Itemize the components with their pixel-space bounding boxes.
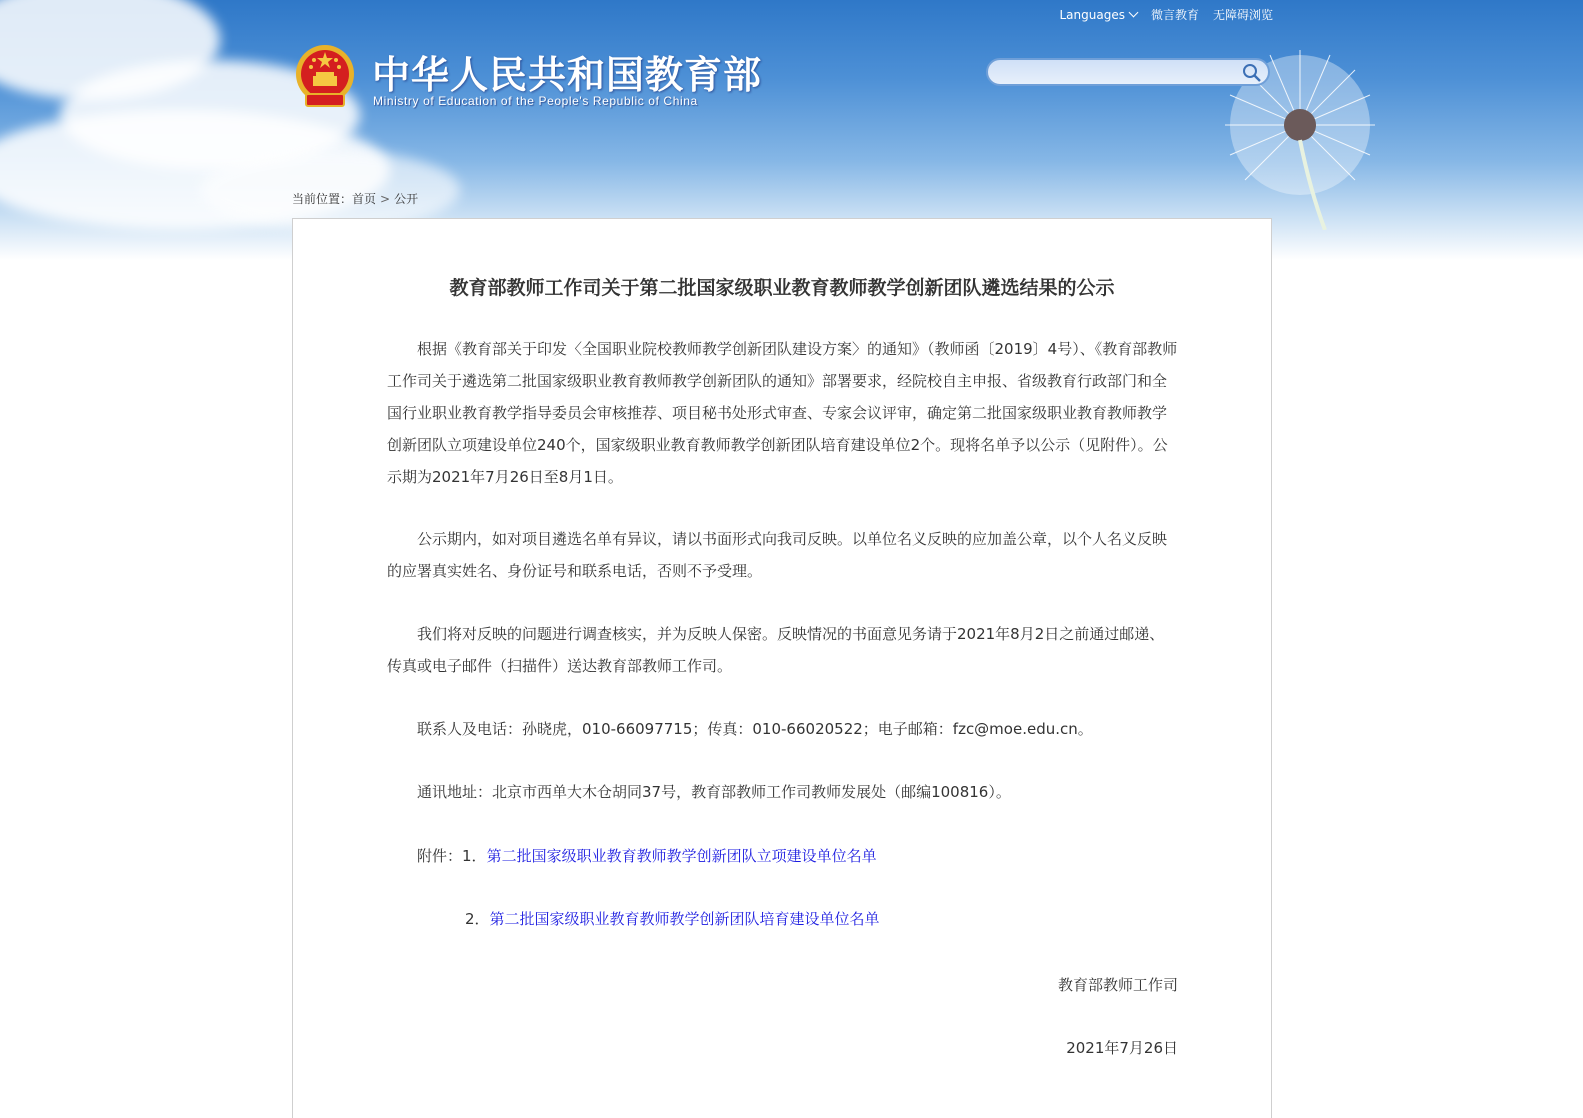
search-input[interactable] [998,63,1242,83]
article-paragraph: 根据《教育部关于印发〈全国职业院校教师教学创新团队建设方案〉的通知》（教师函〔2019〕4号）、《教育部教师工作司关于遴选第二批国家级职业教育教师教学创新团队的通知》部署要求，经院校自主申报、省级教育行政部门和全国行业职业教育教学指导委员会审核推荐、项目秘书处形式审查、专家会议评审，确定第二批国家级职业教育教师教学创新团队立项建设单位240个，国家级职业教育教师教学创新团队培育建设单位2个。现将名单予以公示（见附件）。公示期为2021年7月26日至8月1日。 [387,340,1178,486]
search-icon[interactable] [1242,63,1262,83]
breadcrumb-separator: > [380,192,391,206]
attachments-line-1 [387,840,1179,872]
article-title: 教育部教师工作司关于第二批国家级职业教育教师教学创新团队遴选结果的公示 [449,277,1115,299]
chevron-down-icon [1129,7,1139,17]
article-paragraph: 公示期内，如对项目遴选名单有异议，请以书面形式向我司反映。以单位名义反映的应加盖公章，以个人名义反映的应署真实姓名、身份证号和联系电话，否则不予受理。 [387,530,1168,580]
attachment-link-2[interactable]: 第二批国家级职业教育教师教学创新团队培育建设单位名单 [489,910,880,928]
site-title[interactable]: 中华人民共和国教育部 [372,53,763,97]
search-box [986,58,1270,86]
breadcrumb-home-link[interactable]: 首页 [352,192,377,206]
article-container [292,218,1272,1118]
article-paragraph: 我们将对反映的问题进行调查核实，并为反映人保密。反映情况的书面意见务请于2021年8月2日之前通过邮递、传真或电子邮件（扫描件）送达教育部教师工作司。 [387,625,1165,675]
attachment-number: 1． [462,847,487,865]
breadcrumb-prefix: 当前位置： [292,192,353,206]
attachments-line-2 [465,903,1257,935]
weibo-link[interactable]: 微言教育 [1150,8,1199,22]
article-paragraph: 联系人及电话：孙晓虎，010-66097715；传真：010-66020522；电子邮箱：fzc@moe.edu.cn。 [417,720,1093,738]
languages-label: Languages [1059,7,1125,22]
accessibility-link[interactable]: 无障碍浏览 [1212,8,1273,22]
attachment-link-1[interactable]: 第二批国家级职业教育教师教学创新团队立项建设单位名单 [486,847,877,865]
top-nav [1059,6,1273,23]
breadcrumb-current-link[interactable]: 公开 [394,192,419,206]
publish-date: 2021年7月26日 [1066,1039,1178,1057]
signature: 教育部教师工作司 [1057,976,1178,994]
languages-menu[interactable] [1059,8,1136,22]
attachment-number: 2． [465,910,490,928]
breadcrumb [292,190,418,207]
attachments-label: 附件： [417,847,463,865]
article-paragraph: 通讯地址：北京市西单大木仓胡同37号，教育部教师工作司教师发展处（邮编100816）。 [417,783,1011,801]
national-emblem-icon[interactable] [294,42,356,110]
site-subtitle: Ministry of Education of the People's Republic of China [373,94,698,108]
